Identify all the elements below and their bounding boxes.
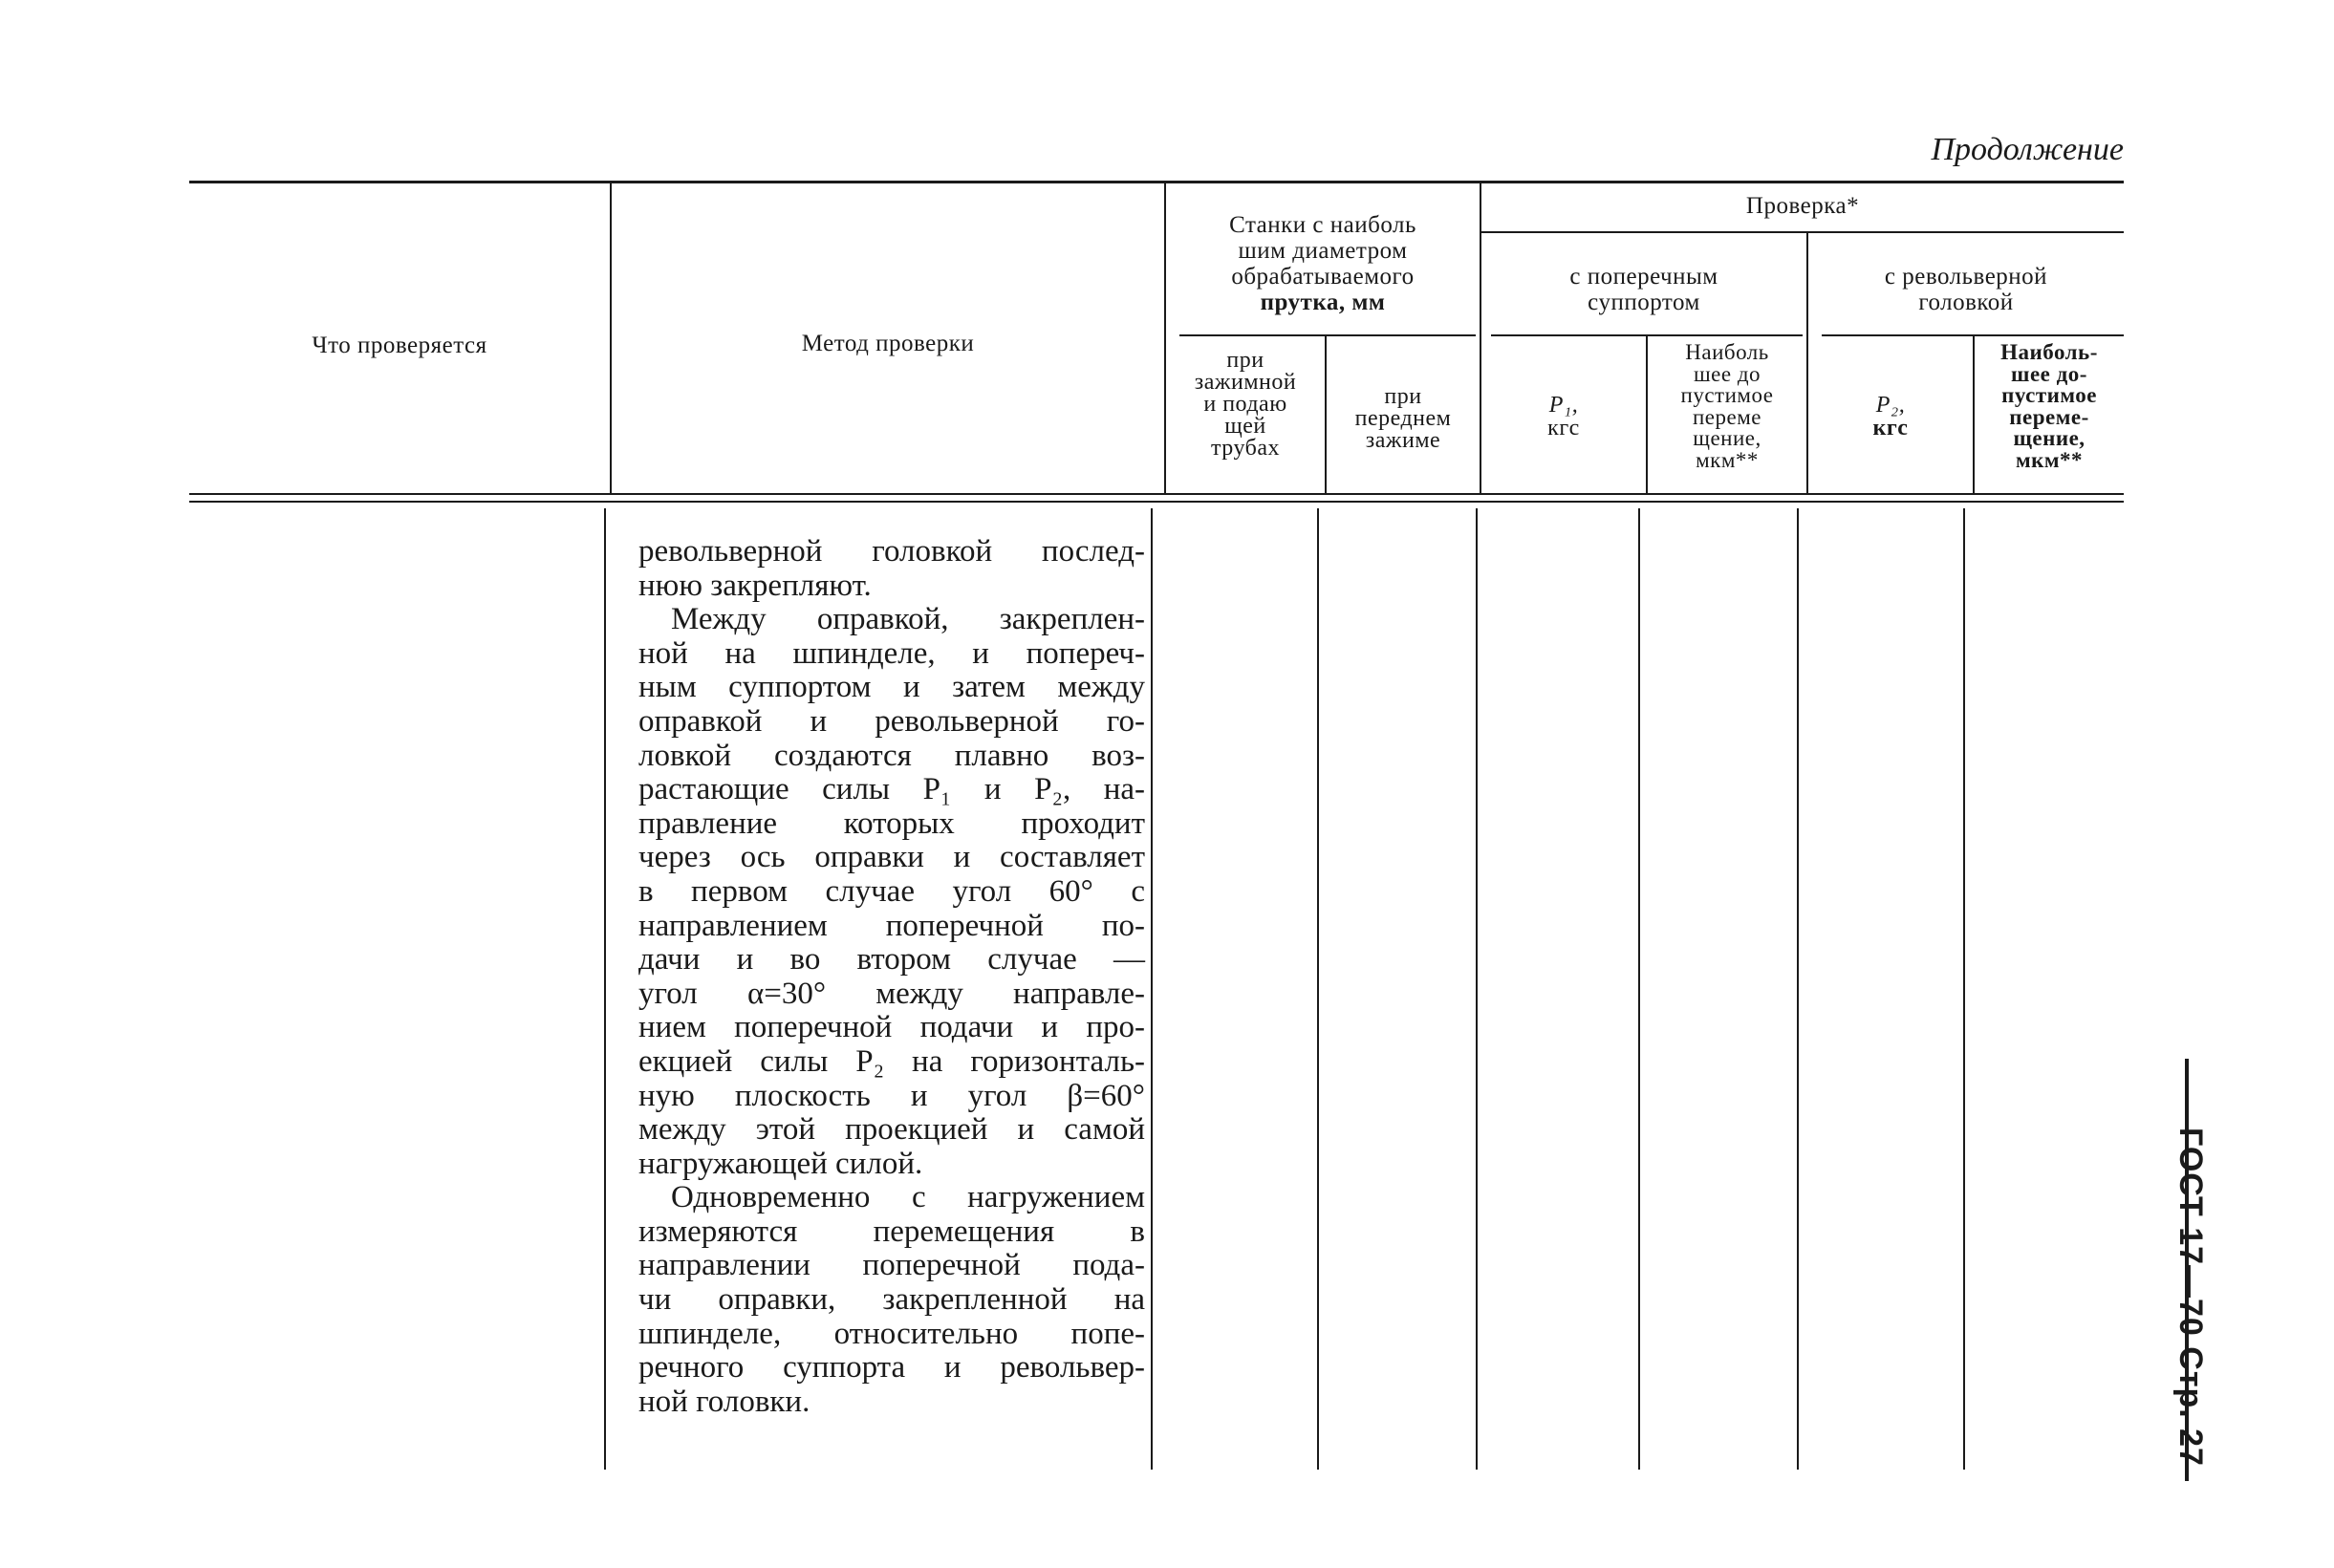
header-text-line: при bbox=[1384, 384, 1422, 409]
header-text-line: трубах bbox=[1210, 436, 1280, 461]
header-text-line: при bbox=[1226, 348, 1264, 373]
method-line: измеряются перемещения в bbox=[638, 1214, 1145, 1249]
method-line: Одновременно с нагружением bbox=[671, 1180, 1145, 1215]
method-line: ловкой создаются плавно воз- bbox=[638, 738, 1145, 773]
method-description bbox=[638, 535, 1145, 1419]
header-p2 bbox=[1808, 394, 1973, 440]
method-line: между этой проекцией и самой bbox=[638, 1112, 1145, 1148]
header-machines-sub2 bbox=[1327, 386, 1480, 452]
header-text-line: пустимое bbox=[1680, 383, 1774, 407]
header-cross-slide bbox=[1481, 264, 1806, 315]
header-text-line: щение, bbox=[1693, 426, 1761, 450]
method-line: оправкой и револьверной го- bbox=[638, 703, 1145, 739]
header-text-line: щей bbox=[1224, 414, 1266, 439]
method-line: Между оправкой, закреплен- bbox=[671, 602, 1145, 637]
method-line: ной на шпинделе, и попереч- bbox=[638, 635, 1145, 671]
header-machines-line: Станки с наиболь bbox=[1229, 212, 1416, 238]
method-line: растающие силы P₁ и P₂, на- bbox=[638, 772, 1145, 807]
method-line: чи оправки, закрепленной на bbox=[638, 1282, 1145, 1318]
method-line: ной головки. bbox=[638, 1384, 810, 1419]
header-text-line: Наиболь- bbox=[2000, 340, 2098, 364]
header-text-line: кгс bbox=[1872, 416, 1909, 440]
method-line: правление которых проходит bbox=[638, 805, 1145, 841]
header-text-line: P₁, bbox=[1548, 393, 1579, 418]
header-text-line: с поперечным bbox=[1569, 264, 1718, 290]
method-line: в первом случае угол 60° с bbox=[638, 873, 1145, 909]
header-what-checked: Что проверяется bbox=[312, 333, 487, 358]
header-text-line: и подаю bbox=[1203, 392, 1287, 417]
method-line: через ось оправки и составляет bbox=[638, 840, 1145, 875]
header-text-line: зажимной bbox=[1194, 370, 1297, 395]
header-text-line: P₂, bbox=[1875, 393, 1906, 418]
method-line: дачи и во втором случае — bbox=[638, 942, 1145, 977]
header-text-line: переме- bbox=[2009, 404, 2089, 429]
header-text-line: зажиме bbox=[1365, 428, 1441, 453]
header-machines-line: обрабатываемого bbox=[1231, 264, 1415, 290]
header-text-line: суппортом bbox=[1588, 290, 1700, 315]
header-text-line: головкой bbox=[1918, 290, 2014, 315]
header-machines-line: прутка, мм bbox=[1260, 290, 1386, 315]
method-line: нием поперечной подачи и про- bbox=[638, 1010, 1145, 1045]
method-line: направлением поперечной по- bbox=[638, 908, 1145, 943]
header-turret bbox=[1808, 264, 2124, 315]
header-machines bbox=[1166, 212, 1480, 315]
header-text-line: щение, bbox=[2013, 426, 2085, 450]
method-line: угол α=30° между направле- bbox=[638, 976, 1145, 1011]
header-text-line: мкм** bbox=[2015, 447, 2084, 472]
method-line: направлении поперечной пода- bbox=[638, 1248, 1145, 1283]
header-machines-sub1 bbox=[1166, 350, 1325, 460]
method-line: нагружающей силой. bbox=[638, 1146, 923, 1181]
header-max-disp-2 bbox=[1975, 342, 2124, 471]
method-line: ную плоскость и угол β=60° bbox=[638, 1078, 1145, 1113]
method-line: шпинделе, относительно попе- bbox=[638, 1316, 1145, 1351]
side-stamp: ГОСТ 17—70 Стр. 27 bbox=[2172, 1128, 2209, 1467]
header-text-line: шее до bbox=[1693, 361, 1761, 386]
header-text-line: кгс bbox=[1547, 416, 1580, 440]
header-text-line: Наиболь bbox=[1685, 340, 1769, 364]
header-check: Проверка* bbox=[1745, 193, 1860, 219]
header-p1 bbox=[1481, 394, 1646, 440]
method-line: екцией силы P₂ на горизонталь- bbox=[638, 1043, 1145, 1079]
continuation-label: Продолжение bbox=[1931, 132, 2124, 167]
header-method: Метод проверки bbox=[801, 331, 975, 356]
method-line: нюю закрепляют. bbox=[638, 568, 872, 603]
header-max-disp-1 bbox=[1648, 342, 1806, 471]
method-line: ным суппортом и затем между bbox=[638, 670, 1145, 705]
method-line: речного суппорта и револьвер- bbox=[638, 1350, 1145, 1385]
header-text-line: шее до- bbox=[2011, 361, 2087, 386]
method-line: револьверной головкой послед- bbox=[638, 534, 1145, 569]
header-text-line: пустимое bbox=[2001, 383, 2097, 407]
header-text-line: переднем bbox=[1354, 406, 1452, 431]
header-machines-line: шим диаметром bbox=[1238, 238, 1408, 264]
header-text-line: с револьверной bbox=[1884, 264, 2048, 290]
header-text-line: переме bbox=[1693, 404, 1761, 429]
header-text-line: мкм** bbox=[1696, 447, 1759, 472]
